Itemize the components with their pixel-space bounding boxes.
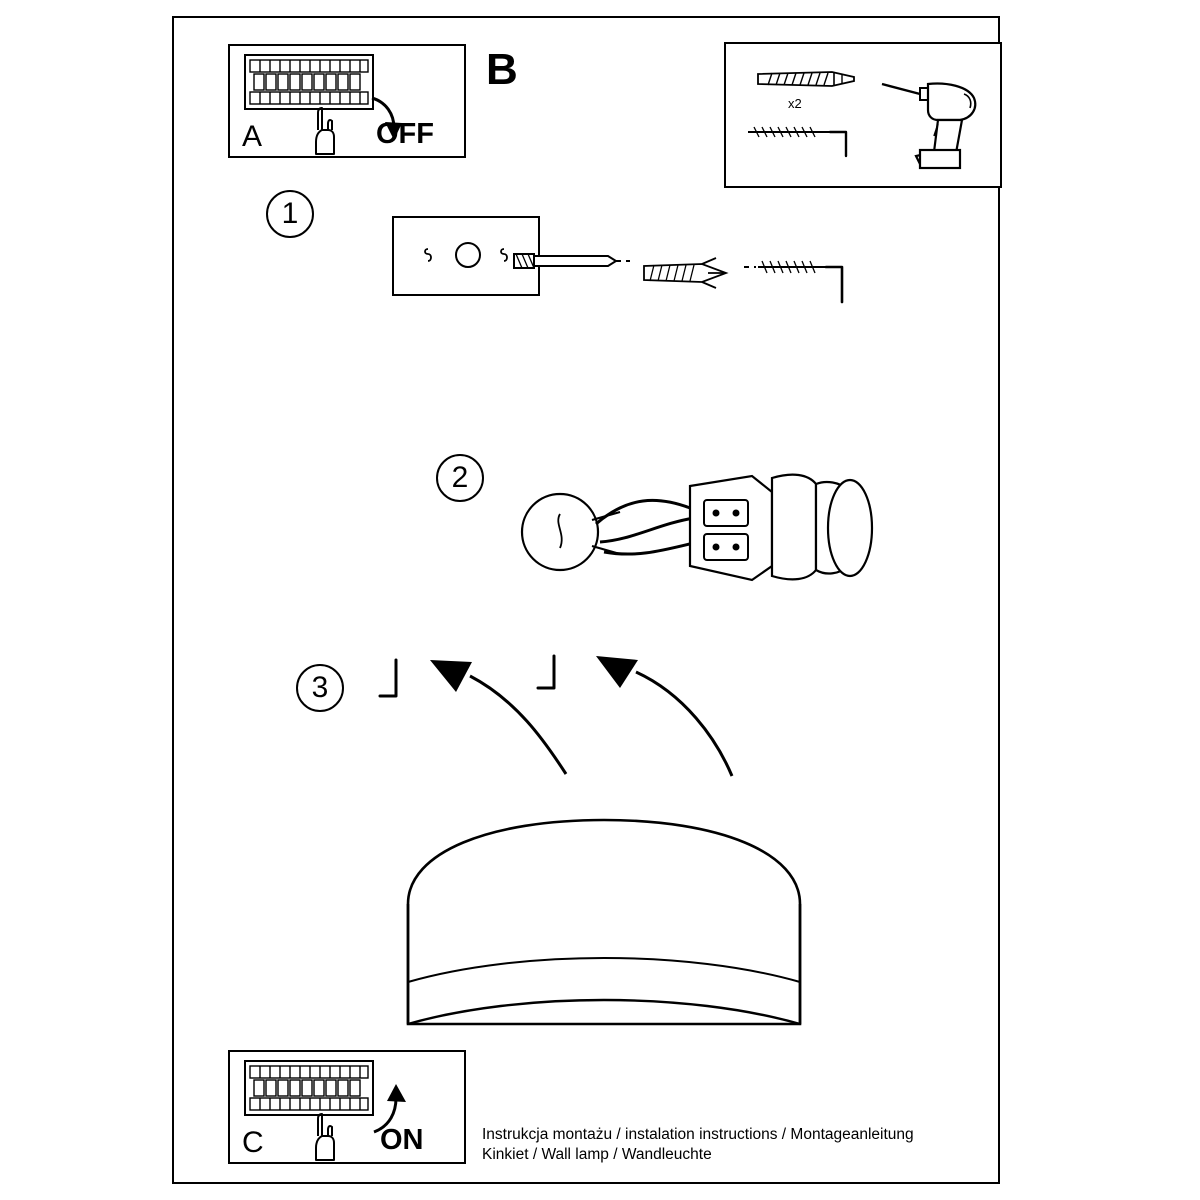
panel-a-action-label: OFF: [376, 118, 434, 150]
panel-b-letter: B: [486, 45, 518, 94]
lamp-holder-wiring-icon: [508, 462, 878, 592]
wall-plug-icon: [640, 256, 730, 290]
wall-lamp-shade-icon: [394, 812, 814, 1034]
footer-line-2: Kinkiet / Wall lamp / Wandleuchte: [482, 1146, 712, 1163]
panel-b-tools: [724, 42, 1002, 188]
hook-left-icon: [372, 656, 418, 712]
hand-pointing-icon: [308, 104, 352, 156]
step-2-badge: 2: [436, 454, 484, 502]
panel-a: [228, 44, 466, 158]
arrow-curved-right-icon: [580, 648, 750, 778]
wall-plug-quantity: x2: [788, 96, 802, 111]
panel-c-action-label: ON: [380, 1124, 424, 1156]
panel-c-letter: C: [242, 1126, 264, 1159]
screw-hook-icon: [746, 120, 866, 166]
circuit-breaker-panel-icon: [244, 54, 374, 110]
footer-line-1: Instrukcja montażu / instalation instructions / Montageanleitung: [482, 1126, 914, 1143]
step-1-badge: 1: [266, 190, 314, 238]
panel-c: [228, 1050, 466, 1164]
panel-a-letter: A: [242, 120, 263, 153]
hand-pointing-icon: [308, 1110, 352, 1162]
power-drill-icon: [876, 64, 988, 174]
arrow-curved-left-icon: [416, 648, 586, 778]
step-3-badge: 3: [296, 664, 344, 712]
wall-plug-icon: [754, 66, 858, 92]
screw-hook-icon: [742, 250, 864, 314]
drill-bit-icon: [512, 244, 630, 280]
circuit-breaker-panel-icon: [244, 1060, 374, 1116]
